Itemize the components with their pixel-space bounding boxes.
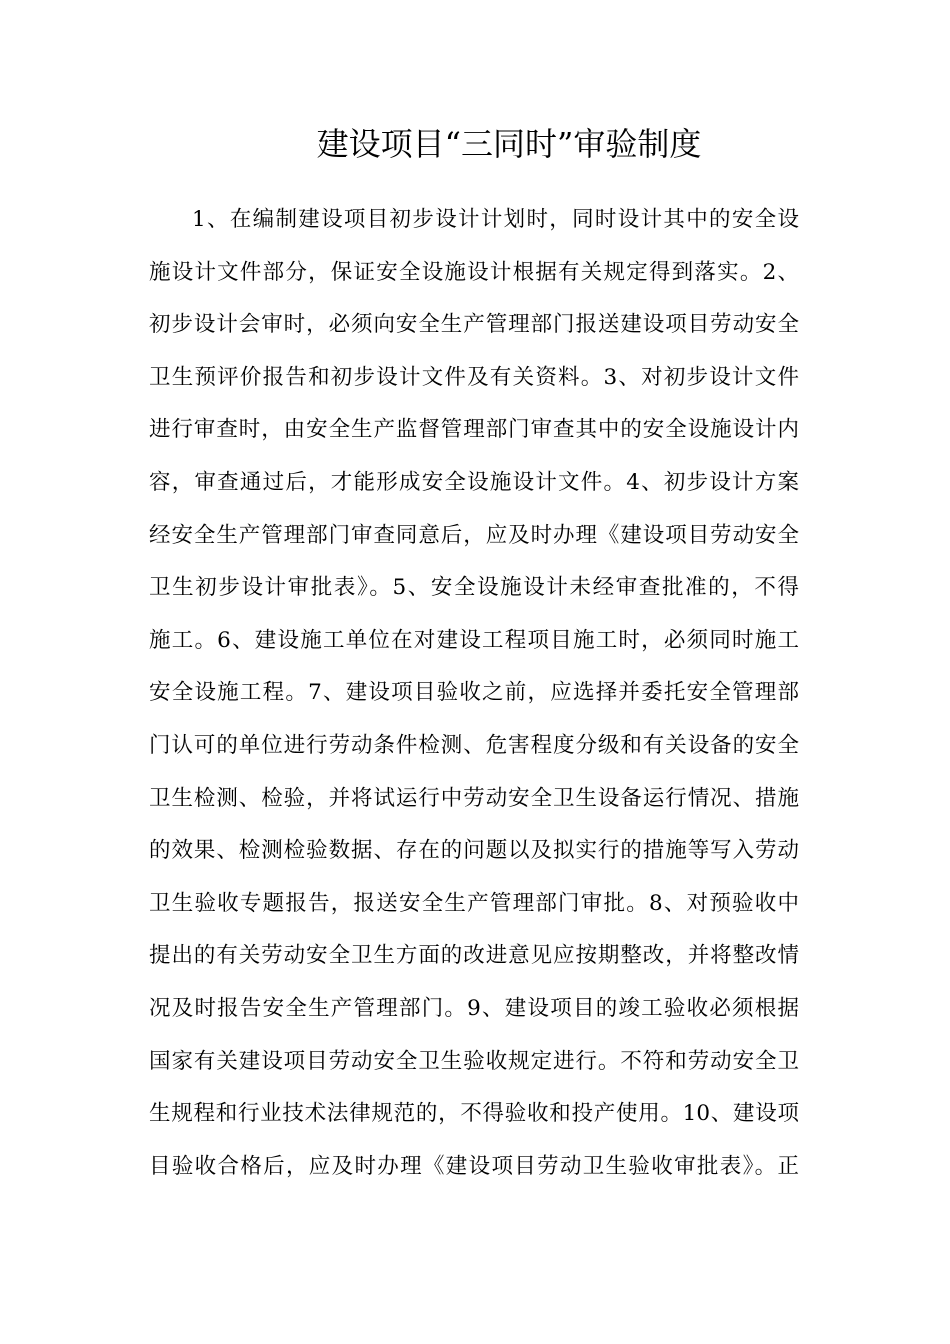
body-line: 卫生初步设计审批表》。5、安全设施设计未经审查批准的，不得 (149, 575, 799, 601)
document-title: 建设项目“三同时”审验制度 (316, 125, 702, 163)
body-line: 况及时报告安全生产管理部门。9、建设项目的竣工验收必须根据 (149, 995, 799, 1021)
body-line: 进行审查时，由安全生产监督管理部门审查其中的安全设施设计内 (149, 417, 799, 443)
body-line: 施设计文件部分，保证安全设施设计根据有关规定得到落实。2、 (149, 259, 799, 285)
body-line: 目验收合格后，应及时办理《建设项目劳动卫生验收审批表》。正 (149, 1153, 799, 1179)
body-line: 经安全生产管理部门审查同意后，应及时办理《建设项目劳动安全 (149, 522, 799, 548)
body-line: 1、在编制建设项目初步设计计划时，同时设计其中的安全设 (192, 207, 799, 232)
body-line: 国家有关建设项目劳动安全卫生验收规定进行。不符和劳动安全卫 (149, 1048, 799, 1074)
body-line: 卫生验收专题报告，报送安全生产管理部门审批。8、对预验收中 (149, 890, 799, 916)
body-line: 容，审查通过后，才能形成安全设施设计文件。4、初步设计方案 (149, 469, 799, 495)
body-line: 提出的有关劳动安全卫生方面的改进意见应按期整改，并将整改情 (149, 943, 799, 969)
body-line: 卫生检测、检验，并将试运行中劳动安全卫生设备运行情况、措施 (149, 785, 799, 811)
body-line: 生规程和行业技术法律规范的，不得验收和投产使用。10、建设项 (149, 1101, 799, 1127)
body-line: 安全设施工程。7、建设项目验收之前，应选择并委托安全管理部 (149, 680, 799, 706)
document-body (149, 194, 799, 1193)
body-line: 的效果、检测检验数据、存在的问题以及拟实行的措施等写入劳动 (149, 838, 799, 864)
body-line: 卫生预评价报告和初步设计文件及有关资料。3、对初步设计文件 (149, 364, 799, 390)
body-line: 门认可的单位进行劳动条件检测、危害程度分级和有关设备的安全 (149, 732, 799, 758)
body-line: 初步设计会审时，必须向安全生产管理部门报送建设项目劳动安全 (149, 312, 799, 338)
body-line: 施工。6、建设施工单位在对建设工程项目施工时，必须同时施工 (149, 627, 799, 653)
